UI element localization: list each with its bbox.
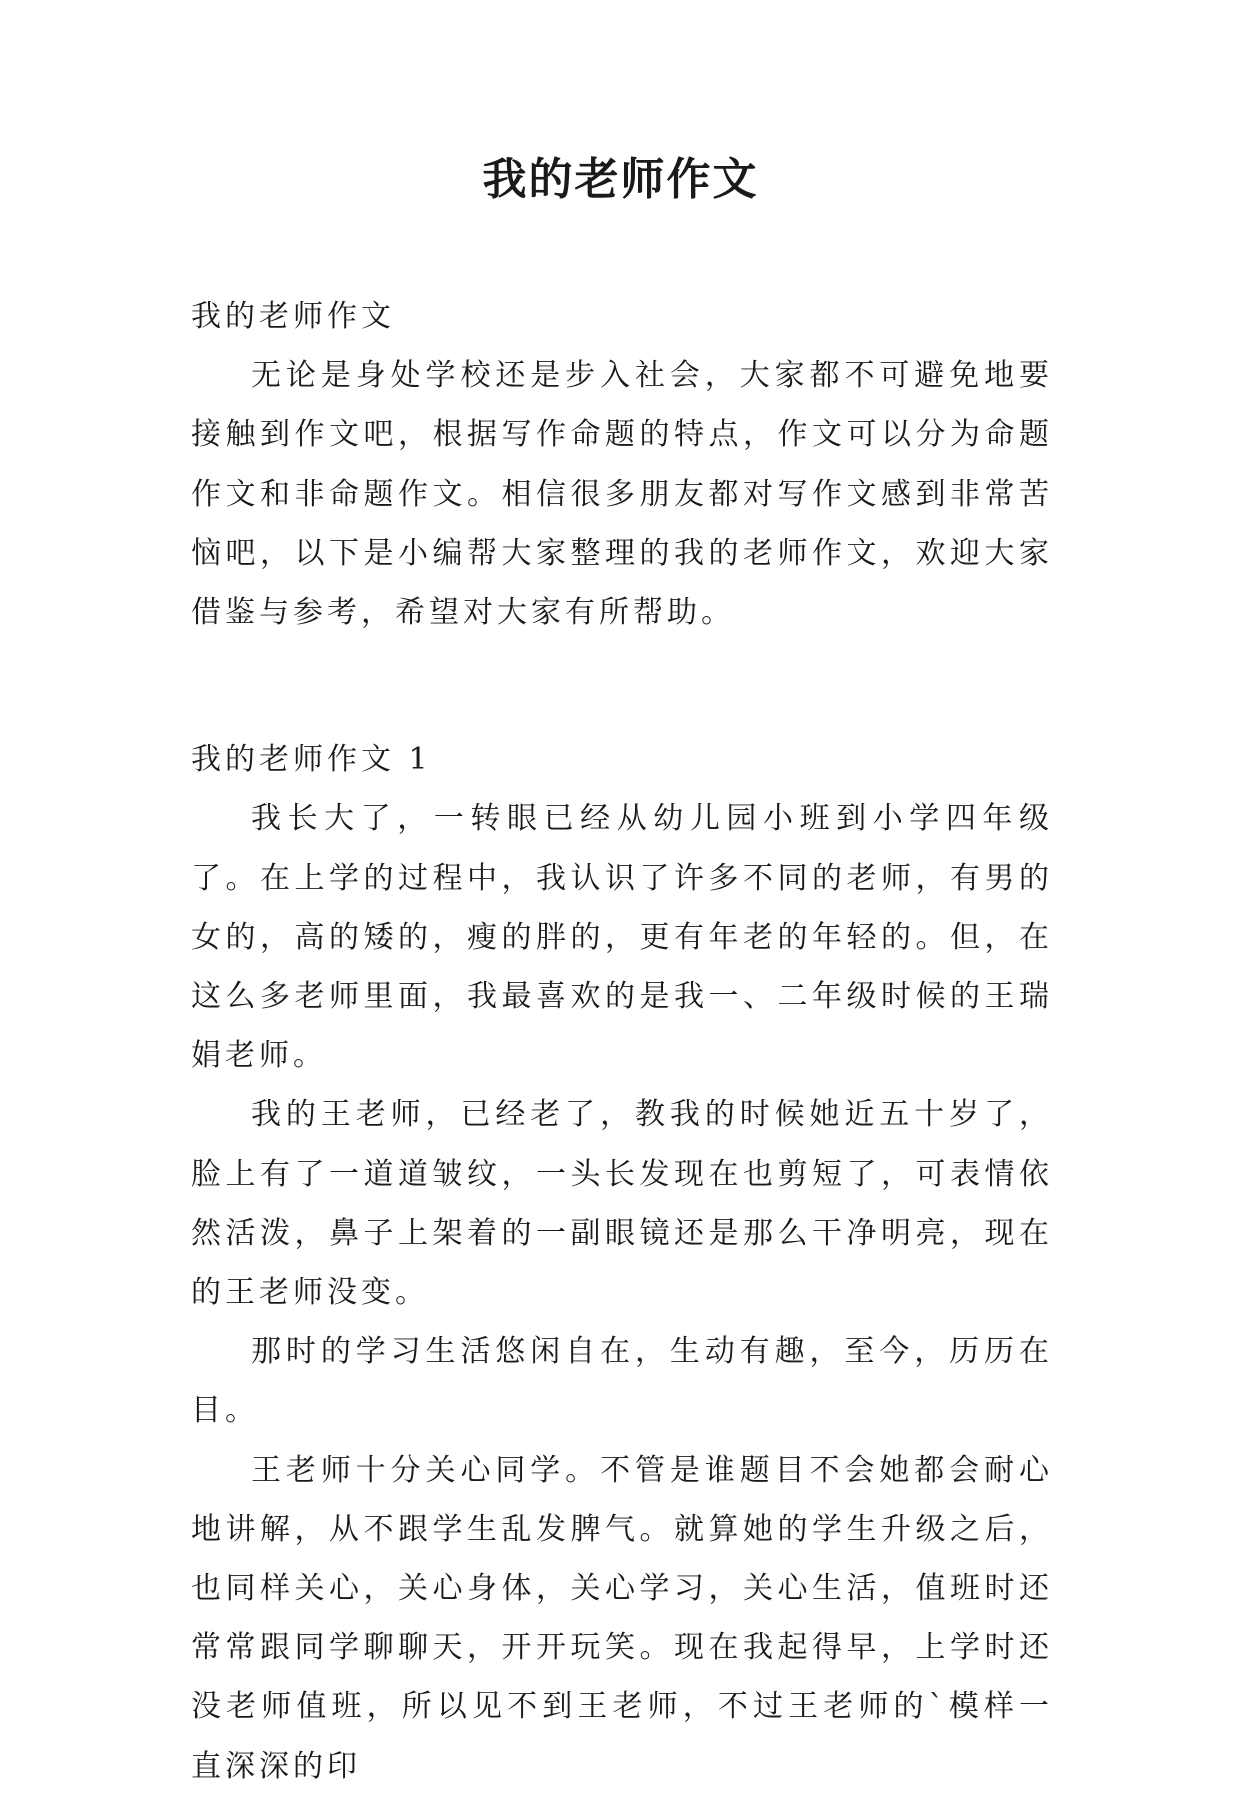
section-spacer <box>191 642 1053 730</box>
section-1-paragraph: 那时的学习生活悠闲自在，生动有趣，至今，历历在目。 <box>191 1334 1053 1429</box>
section-1-paragraph: 我长大了，一转眼已经从幼儿园小班到小学四年级了。在上学的过程中，我认识了许多不同的老师，有男的女的，高的矮的，瘦的胖的，更有年老的年轻的。但，在这么多老师里面，我最喜欢的是我一、二年级时候的王瑞娟老师。 <box>191 801 1053 1074</box>
document-title: 我的老师作文 <box>482 154 759 205</box>
section-1-heading: 我的老师作文 1 <box>191 742 432 778</box>
intro-paragraph: 无论是身处学校还是步入社会，大家都不可避免地要接触到作文吧，根据写作命题的特点，作文可以分为命题作文和非命题作文。相信很多朋友都对写作文感到非常苦恼吧，以下是小编帮大家整理的我的老师作文，欢迎大家借鉴与参考，希望对大家有所帮助。 <box>191 358 1053 631</box>
section-1-paragraph: 我的王老师，已经老了，教我的时候她近五十岁了，脸上有了一道道皱纹，一头长发现在也剪短了，可表情依然活泼，鼻子上架着的一副眼镜还是那么干净明亮，现在的王老师没变。 <box>191 1097 1053 1311</box>
section-1-paragraph: 王老师十分关心同学。不管是谁题目不会她都会耐心地讲解，从不跟学生乱发脾气。就算她的学生升级之后，也同样关心，关心身体，关心学习，关心生活，值班时还常常跟同学聊聊天，开开玩笑。现在我起得早，上学时还没老师值班，所以见不到王老师，不过王老师的`模样一直深深的印 <box>191 1452 1053 1784</box>
document-body <box>191 287 1053 1796</box>
intro-heading: 我的老师作文 <box>191 299 395 334</box>
